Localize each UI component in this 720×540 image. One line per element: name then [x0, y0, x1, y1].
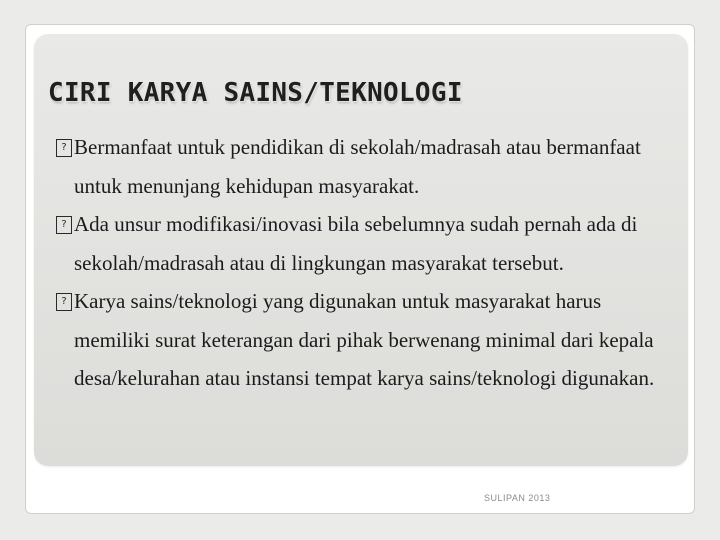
bullet-text: Ada unsur modifikasi/inovasi bila sebelumnya sudah pernah ada di sekolah/madrasah atau di lingkungan masyarakat tersebut. — [74, 212, 638, 275]
footer-text: SULIPAN 2013 — [484, 493, 551, 503]
bullet-list — [52, 128, 672, 398]
bullet-text: Bermanfaat untuk pendidikan di sekolah/madrasah atau bermanfaat untuk menunjang kehidupan masyarakat. — [74, 135, 641, 198]
bullet-text: Karya sains/teknologi yang digunakan untuk masyarakat harus memiliki surat keterangan dari pihak berwenang minimal dari kepala desa/kelurahan atau instansi tempat karya sains/teknologi digunakan. — [74, 289, 655, 390]
bullet-item — [52, 128, 672, 205]
missing-glyph-bullet-icon: ? — [56, 216, 72, 234]
missing-glyph-bullet-icon: ? — [56, 293, 72, 311]
slide-title: CIRI KARYA SAINS/TEKNOLOGI — [48, 78, 463, 108]
bullet-item — [52, 205, 672, 282]
bullet-item — [52, 282, 672, 398]
missing-glyph-bullet-icon: ? — [56, 139, 72, 157]
